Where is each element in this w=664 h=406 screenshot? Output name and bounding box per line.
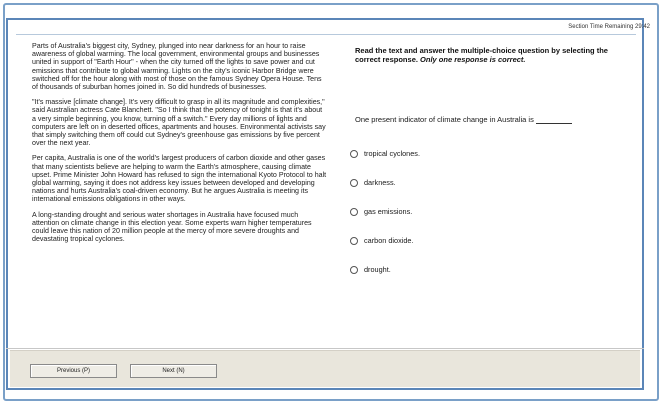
- option-carbon-dioxide[interactable]: [350, 236, 414, 245]
- radio-button[interactable]: [350, 208, 358, 216]
- header-divider: [16, 34, 636, 35]
- section-timer: Section Time Remaining 29:42: [568, 24, 650, 30]
- radio-button[interactable]: [350, 150, 358, 158]
- option-gas-emissions[interactable]: [350, 207, 412, 216]
- question-stem-text: One present indicator of climate change in Australia is: [355, 115, 534, 124]
- option-label: drought.: [364, 265, 391, 274]
- instructions-emphasis: Only one response is correct.: [420, 55, 526, 64]
- reading-passage: [32, 42, 327, 250]
- option-tropical-cyclones[interactable]: [350, 149, 420, 158]
- option-label: tropical cyclones.: [364, 149, 420, 158]
- radio-button[interactable]: [350, 237, 358, 245]
- option-label: darkness.: [364, 178, 396, 187]
- question-stem: [355, 115, 645, 124]
- answer-blank: [536, 115, 572, 124]
- footer-divider: [6, 348, 644, 349]
- instructions-text: Read the text and answer the multiple-choice question by selecting the correct response.: [355, 46, 608, 64]
- next-button[interactable]: Next (N): [130, 364, 217, 378]
- passage-paragraph-3: Per capita, Australia is one of the world's largest producers of carbon dioxide and other gases that many scientists believe are helping to warm the Earth's atmosphere, causing climate upset. Prime Minister John Howard has refused to sign the international Kyoto Protocol to halt global warming, saying it does not address key issues between developed and developing nations and hurts Australia's coal-driven economy. But he argues Australia is meeting its international emissions obligations in other ways.: [32, 154, 327, 204]
- option-drought[interactable]: [350, 265, 391, 274]
- radio-button[interactable]: [350, 266, 358, 274]
- previous-button[interactable]: Previous (P): [30, 364, 117, 378]
- option-darkness[interactable]: [350, 178, 396, 187]
- question-instructions: [355, 46, 625, 64]
- option-label: carbon dioxide.: [364, 236, 414, 245]
- option-label: gas emissions.: [364, 207, 413, 216]
- passage-paragraph-4: A long-standing drought and serious water shortages in Australia have focused much attention on climate change in this election year. Some experts warn higher temperatures could leave this nation of 20 million people at the mercy of more severe droughts and devastating tropical cyclones.: [32, 210, 312, 244]
- radio-button[interactable]: [350, 179, 358, 187]
- passage-paragraph-1: Parts of Australia's biggest city, Sydney, plunged into near darkness for an hour to raise awareness of global warming. The local government, environmental groups and businesses united in support of "Earth Hour" - when the city turned off the lights to save power and cut emissions that contribute to global warming. Lights on the city's iconic Harbor Bridge were switched off for the hour along with most of those on the famous Sydney Opera House. Tens of thousands of suburban homes joined in. So did hundreds of businesses.: [32, 42, 322, 92]
- passage-paragraph-2: "It's massive [climate change]. It's very difficult to grasp in all its magnitude and complexities," said Australian actress Cate Blanchett. "So I think that the potency of tonight is that it's about a very simple beginning, you know, turning off a switch." Every day millions of lights and computers are left on in deserted offices, apartments and houses. Environmental activists say that simply switching them off could cut Sydney's greenhouse gas emissions by five percent over the next year.: [32, 98, 326, 148]
